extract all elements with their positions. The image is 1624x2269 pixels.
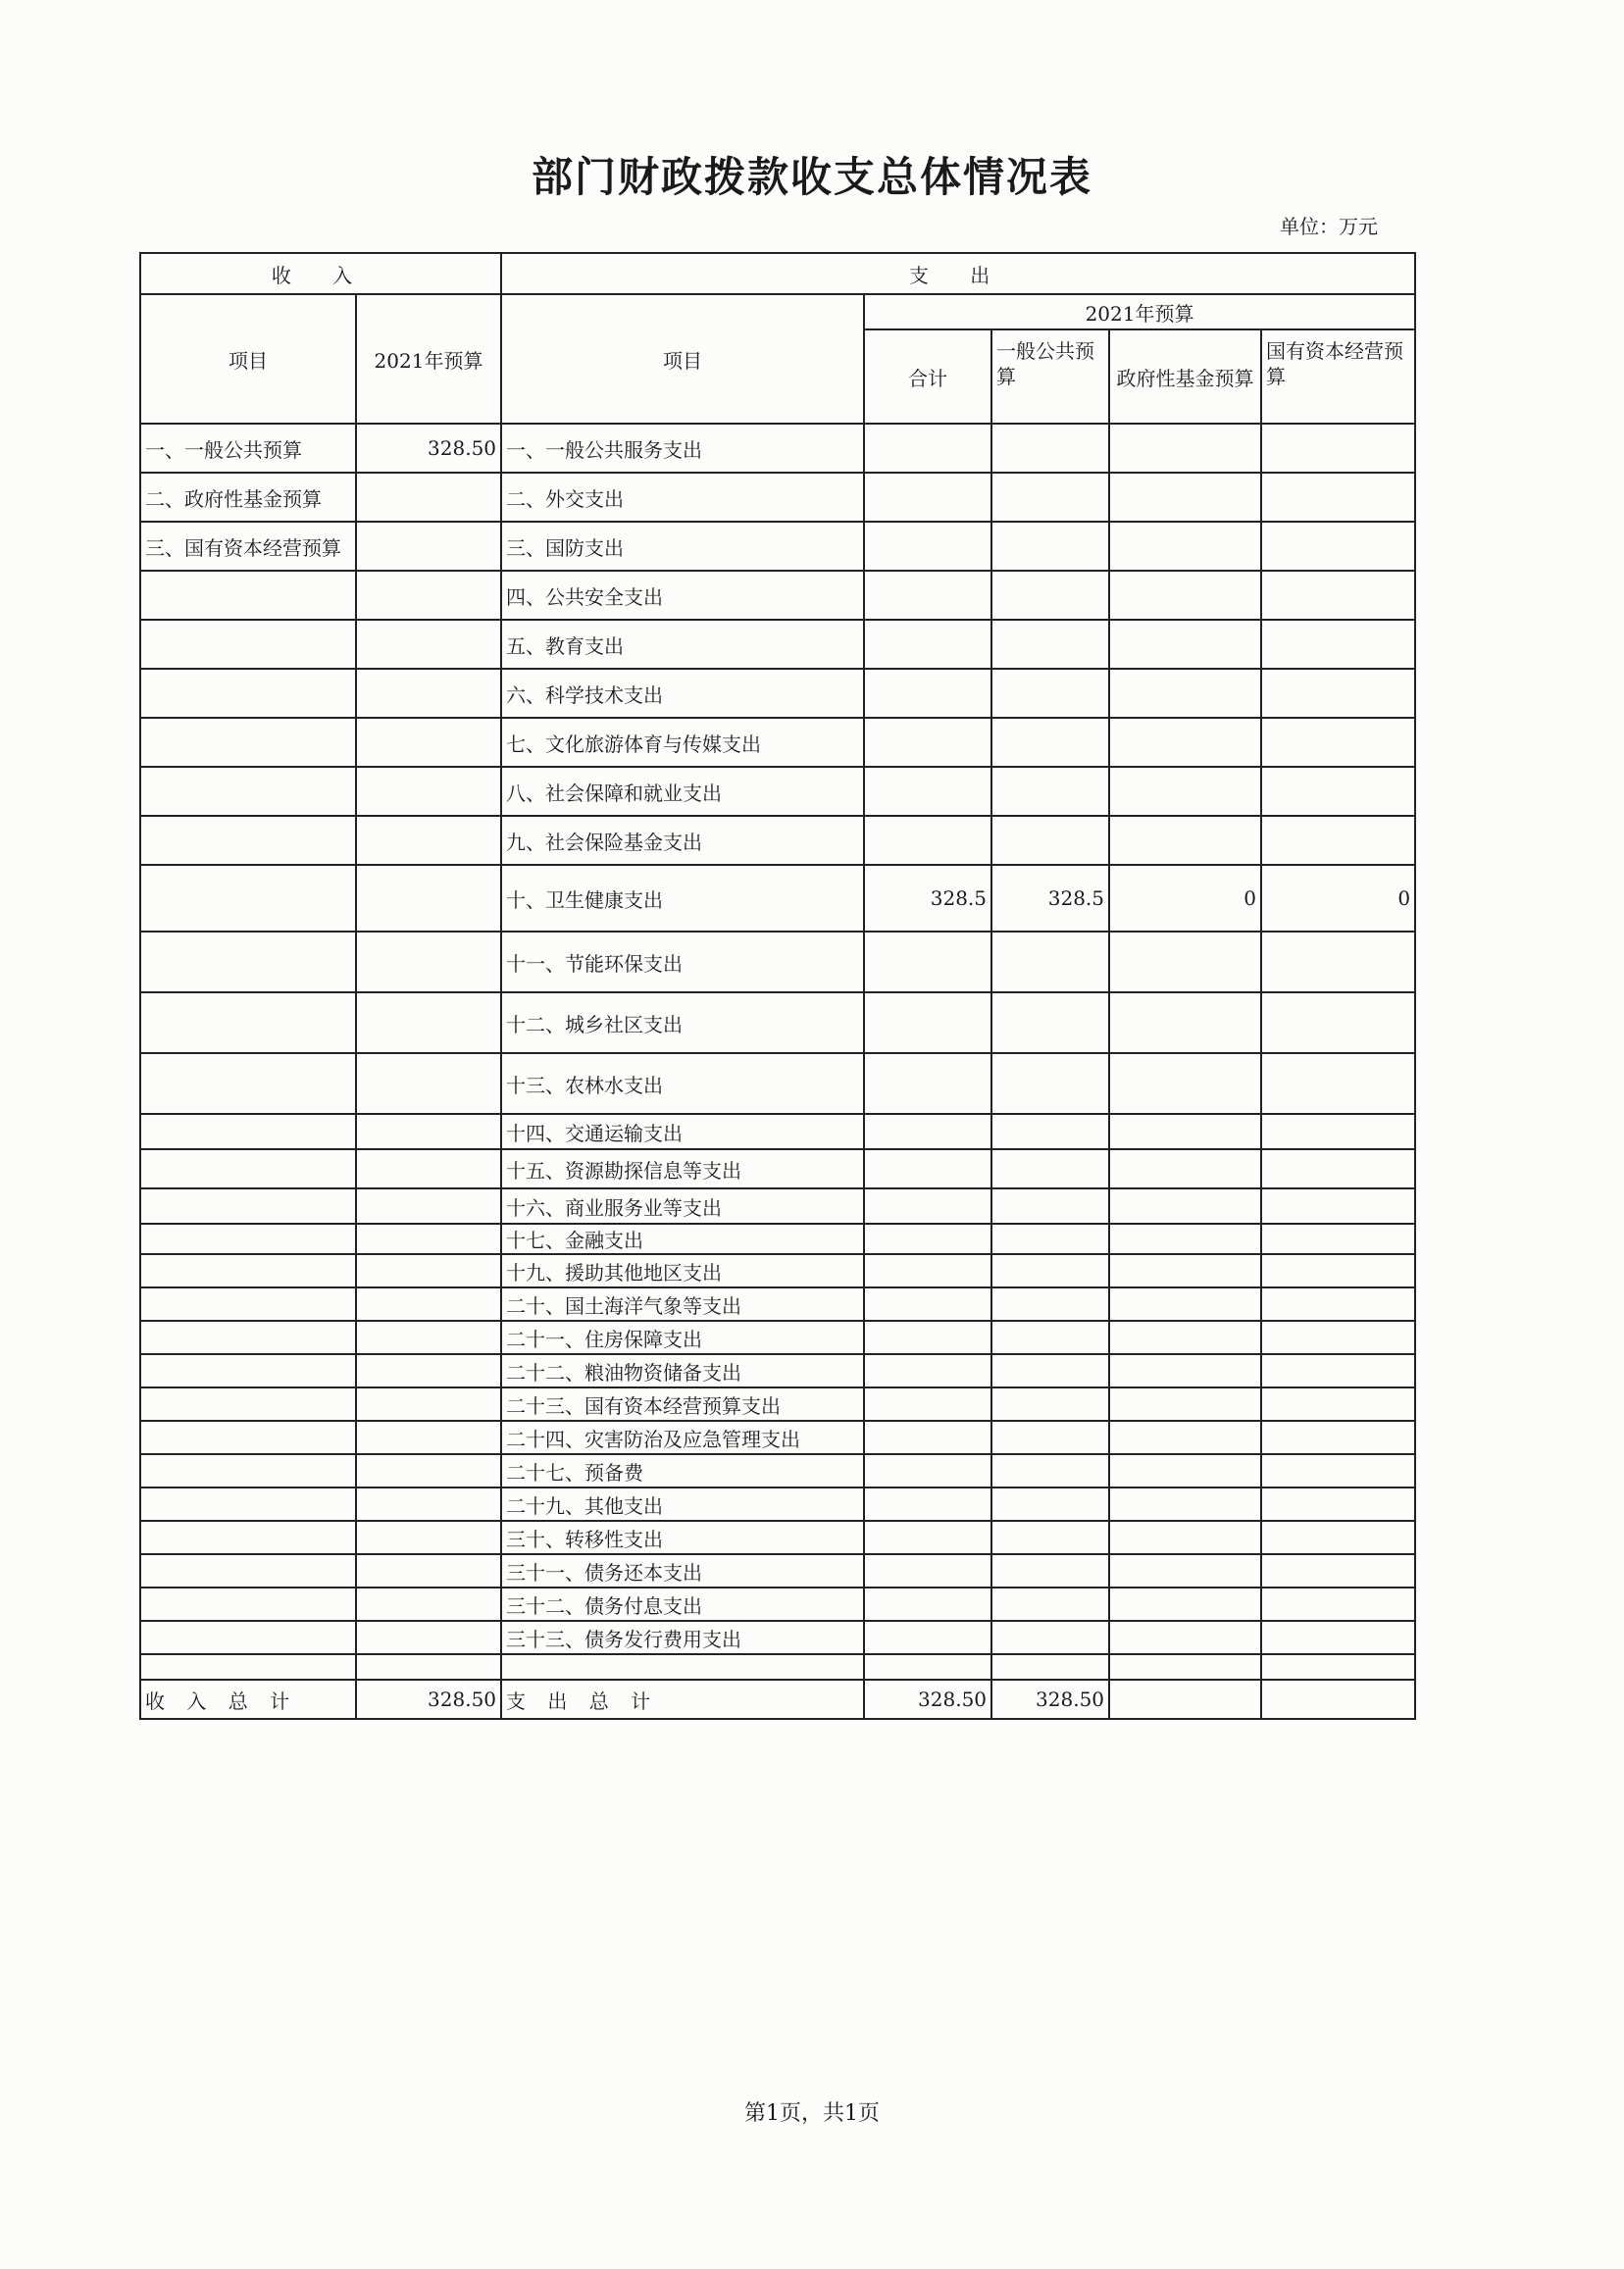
expense-total [864,718,991,767]
expense-item: 二十二、粮油物资储备支出 [501,1354,864,1387]
expense-total [864,1188,991,1224]
expense-general [991,1454,1109,1487]
expense-capital [1261,620,1415,669]
income-value [356,571,501,620]
expense-capital [1261,1454,1415,1487]
page-title: 部门财政拨款收支总体情况表 [531,153,1092,201]
table-row [140,1421,1415,1454]
expense-total [864,1521,991,1554]
expense-header: 支 出 [501,253,1415,294]
expense-general: 328.5 [991,865,1109,932]
expense-total [864,1421,991,1454]
expense-total [864,1621,991,1654]
table-row [140,620,1415,669]
table-row [140,1053,1415,1114]
expense-fund [1109,1224,1261,1254]
expense-capital [1261,1287,1415,1321]
income-item [140,1149,356,1188]
income-value [356,669,501,718]
income-value [356,1149,501,1188]
income-item [140,1654,356,1680]
expense-total [864,571,991,620]
table-row [140,1321,1415,1354]
expense-general [991,1588,1109,1621]
income-value [356,1487,501,1521]
income-item [140,1287,356,1321]
expense-item: 十五、资源勘探信息等支出 [501,1149,864,1188]
income-value [356,1254,501,1287]
table-row [140,992,1415,1053]
expense-fund [1109,424,1261,473]
income-header: 收 入 [140,253,501,294]
expense-fund [1109,816,1261,865]
expense-general [991,1487,1109,1521]
income-item [140,932,356,992]
income-item [140,1454,356,1487]
expense-total [864,767,991,816]
income-item [140,1387,356,1421]
expense-total-label: 支 出 总 计 [501,1680,864,1719]
expense-total [864,1321,991,1354]
expense-item: 二十三、国有资本经营预算支出 [501,1387,864,1421]
table-row [140,1387,1415,1421]
expense-capital [1261,1321,1415,1354]
expense-total [864,1224,991,1254]
expense-general [991,816,1109,865]
expense-capital [1261,1487,1415,1521]
expense-total: 328.5 [864,865,991,932]
expense-general [991,767,1109,816]
expense-total [864,1454,991,1487]
expense-general [991,620,1109,669]
table-row [140,718,1415,767]
table-row [140,522,1415,571]
expense-general [991,932,1109,992]
table-row [140,1354,1415,1387]
expense-total [864,1487,991,1521]
expense-capital [1261,424,1415,473]
expense-total [864,620,991,669]
expense-item: 五、教育支出 [501,620,864,669]
income-item [140,1224,356,1254]
income-value [356,473,501,522]
expense-total [864,1588,991,1621]
expense-item: 三十二、债务付息支出 [501,1588,864,1621]
expense-general [991,424,1109,473]
expense-fund [1109,1254,1261,1287]
expense-general-sum: 328.50 [991,1680,1109,1719]
expense-fund [1109,1621,1261,1654]
income-value [356,1621,501,1654]
expense-capital [1261,571,1415,620]
expense-total [864,1254,991,1287]
income-value [356,718,501,767]
expense-general [991,1554,1109,1588]
expense-capital [1261,932,1415,992]
income-value [356,1224,501,1254]
expense-capital: 0 [1261,865,1415,932]
income-value [356,1554,501,1588]
income-value [356,522,501,571]
expense-fund [1109,1287,1261,1321]
expense-capital [1261,992,1415,1053]
expense-total [864,522,991,571]
income-item [140,1188,356,1224]
expense-general [991,1521,1109,1554]
expense-item: 二十九、其他支出 [501,1487,864,1521]
income-item [140,669,356,718]
income-item [140,718,356,767]
income-value [356,1421,501,1454]
expense-item: 十四、交通运输支出 [501,1114,864,1149]
expense-item: 三十三、债务发行费用支出 [501,1621,864,1654]
expense-capital [1261,1053,1415,1114]
income-budget-header: 2021年预算 [356,294,501,424]
expense-capital [1261,1654,1415,1680]
income-item: 一、一般公共预算 [140,424,356,473]
expense-item: 四、公共安全支出 [501,571,864,620]
expense-item: 二、外交支出 [501,473,864,522]
expense-capital [1261,1149,1415,1188]
income-item [140,992,356,1053]
income-item [140,1053,356,1114]
income-value [356,1053,501,1114]
expense-item: 十一、节能环保支出 [501,932,864,992]
fund-col-header: 政府性基金预算 [1109,329,1261,424]
income-value [356,1521,501,1554]
table-row [140,1188,1415,1224]
table-row [140,1149,1415,1188]
expense-total [864,1654,991,1680]
expense-budget-header: 2021年预算 [864,294,1415,329]
expense-general [991,669,1109,718]
income-value [356,767,501,816]
expense-item: 三、国防支出 [501,522,864,571]
expense-fund [1109,1149,1261,1188]
capital-col-header: 国有资本经营预算 [1261,329,1415,424]
budget-table [139,252,1416,1720]
expense-item: 十七、金融支出 [501,1224,864,1254]
expense-total [864,1149,991,1188]
expense-item: 十二、城乡社区支出 [501,992,864,1053]
income-item [140,1487,356,1521]
table-row [140,1287,1415,1321]
expense-general [991,571,1109,620]
expense-total [864,1354,991,1387]
income-item [140,1421,356,1454]
expense-general [991,1387,1109,1421]
expense-item: 九、社会保险基金支出 [501,816,864,865]
expense-capital [1261,1521,1415,1554]
expense-fund [1109,620,1261,669]
expense-total-sum: 328.50 [864,1680,991,1719]
income-item [140,865,356,932]
expense-total [864,1114,991,1149]
expense-item: 二十、国土海洋气象等支出 [501,1287,864,1321]
expense-general [991,1188,1109,1224]
expense-fund [1109,1521,1261,1554]
expense-capital [1261,718,1415,767]
income-value [356,1588,501,1621]
expense-capital [1261,1354,1415,1387]
expense-item [501,1654,864,1680]
expense-item-header: 项目 [501,294,864,424]
expense-capital [1261,767,1415,816]
expense-fund [1109,1387,1261,1421]
income-item: 三、国有资本经营预算 [140,522,356,571]
table-row [140,1487,1415,1521]
expense-item: 十三、农林水支出 [501,1053,864,1114]
expense-total [864,669,991,718]
table-row [140,865,1415,932]
income-item [140,1354,356,1387]
income-value [356,992,501,1053]
expense-capital [1261,1188,1415,1224]
expense-capital [1261,473,1415,522]
income-value [356,865,501,932]
expense-item: 六、科学技术支出 [501,669,864,718]
table-row [140,424,1415,473]
expense-item: 七、文化旅游体育与传媒支出 [501,718,864,767]
expense-item: 十六、商业服务业等支出 [501,1188,864,1224]
expense-item: 二十一、住房保障支出 [501,1321,864,1354]
expense-fund [1109,1487,1261,1521]
income-total-label: 收 入 总 计 [140,1680,356,1719]
table-row [140,767,1415,816]
expense-total [864,1554,991,1588]
expense-general [991,522,1109,571]
expense-item: 二十四、灾害防治及应急管理支出 [501,1421,864,1454]
expense-fund [1109,1454,1261,1487]
expense-total [864,932,991,992]
expense-item: 十九、援助其他地区支出 [501,1254,864,1287]
expense-fund [1109,1588,1261,1621]
income-item [140,767,356,816]
income-item-header: 项目 [140,294,356,424]
expense-fund [1109,767,1261,816]
expense-fund [1109,1554,1261,1588]
table-row [140,1554,1415,1588]
expense-fund [1109,1321,1261,1354]
expense-capital [1261,1114,1415,1149]
expense-general [991,1321,1109,1354]
expense-general [991,1254,1109,1287]
expense-total [864,424,991,473]
expense-capital [1261,1224,1415,1254]
table-row [140,473,1415,522]
income-value [356,1188,501,1224]
table-row [140,1114,1415,1149]
table-row [140,1588,1415,1621]
expense-capital [1261,1554,1415,1588]
expense-fund [1109,522,1261,571]
expense-general [991,1114,1109,1149]
table-row [140,1621,1415,1654]
table-row [140,816,1415,865]
expense-fund [1109,1421,1261,1454]
income-total-value: 328.50 [356,1680,501,1719]
expense-general [991,1654,1109,1680]
total-col-header: 合计 [864,329,991,424]
income-item [140,816,356,865]
general-col-header: 一般公共预算 [991,329,1109,424]
expense-general [991,473,1109,522]
expense-general [991,1421,1109,1454]
expense-capital [1261,522,1415,571]
expense-fund [1109,571,1261,620]
income-value [356,620,501,669]
expense-fund [1109,1654,1261,1680]
table-row [140,571,1415,620]
table-row [140,1521,1415,1554]
expense-capital [1261,1421,1415,1454]
expense-capital [1261,1621,1415,1654]
expense-fund [1109,992,1261,1053]
expense-fund [1109,1188,1261,1224]
expense-item: 一、一般公共服务支出 [501,424,864,473]
income-value [356,1287,501,1321]
income-item [140,1621,356,1654]
expense-total [864,473,991,522]
expense-fund [1109,473,1261,522]
table-row [140,1454,1415,1487]
expense-fund [1109,932,1261,992]
expense-item: 二十七、预备费 [501,1454,864,1487]
page-footer: 第1页，共1页 [744,2101,880,2126]
table-row [140,932,1415,992]
table-row [140,1254,1415,1287]
income-value [356,1114,501,1149]
table-row [140,1224,1415,1254]
expense-general [991,718,1109,767]
income-item [140,1521,356,1554]
expense-general [991,992,1109,1053]
income-item [140,1254,356,1287]
expense-general [991,1621,1109,1654]
expense-general [991,1287,1109,1321]
totals-row [140,1680,1415,1719]
expense-fund: 0 [1109,865,1261,932]
table-row [140,1654,1415,1680]
expense-fund [1109,718,1261,767]
table-row [140,669,1415,718]
income-value [356,1654,501,1680]
income-value: 328.50 [356,424,501,473]
income-value [356,1387,501,1421]
income-item [140,1321,356,1354]
expense-fund [1109,669,1261,718]
expense-item: 十、卫生健康支出 [501,865,864,932]
expense-fund [1109,1354,1261,1387]
income-value [356,1454,501,1487]
income-value [356,932,501,992]
income-value [356,1354,501,1387]
income-item: 二、政府性基金预算 [140,473,356,522]
expense-general [991,1224,1109,1254]
income-value [356,1321,501,1354]
expense-capital [1261,669,1415,718]
expense-general [991,1053,1109,1114]
expense-capital-sum [1261,1680,1415,1719]
expense-capital [1261,816,1415,865]
expense-fund [1109,1114,1261,1149]
expense-total [864,992,991,1053]
expense-total [864,1287,991,1321]
expense-total [864,816,991,865]
expense-capital [1261,1254,1415,1287]
expense-general [991,1354,1109,1387]
income-item [140,620,356,669]
expense-total [864,1387,991,1421]
expense-item: 八、社会保障和就业支出 [501,767,864,816]
income-value [356,816,501,865]
expense-item: 三十一、债务还本支出 [501,1554,864,1588]
expense-item: 三十、转移性支出 [501,1521,864,1554]
expense-capital [1261,1387,1415,1421]
expense-fund [1109,1053,1261,1114]
expense-general [991,1149,1109,1188]
expense-fund-sum [1109,1680,1261,1719]
income-item [140,571,356,620]
income-item [140,1554,356,1588]
expense-total [864,1053,991,1114]
income-item [140,1114,356,1149]
income-item [140,1588,356,1621]
expense-capital [1261,1588,1415,1621]
unit-label: 单位：万元 [1280,215,1378,238]
